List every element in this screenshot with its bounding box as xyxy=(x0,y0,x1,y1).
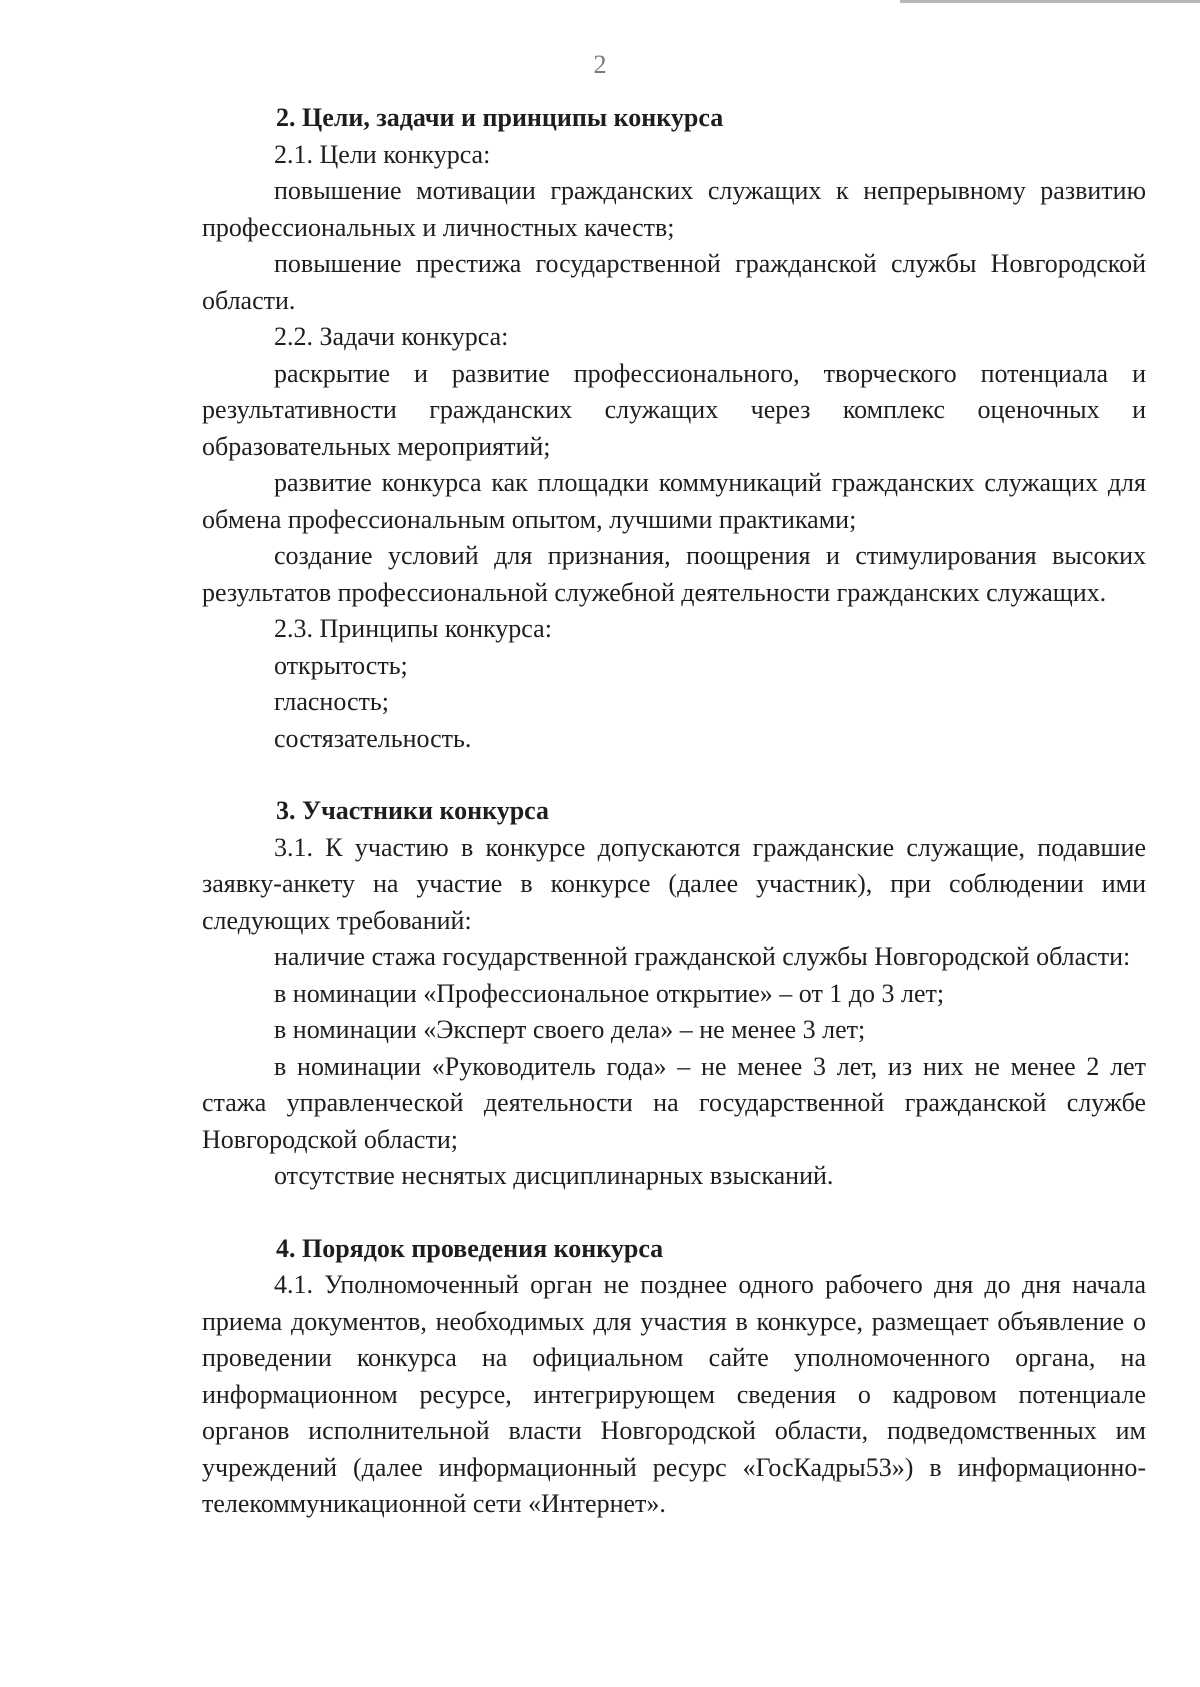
principle-item: гласность; xyxy=(274,687,389,716)
procedure-paragraph: 4.1. Уполномоченный орган не позднее одного рабочего дня до дня начала приема документов, необходимых для участия в конкурсе, размещает объявление о проведении конкурса на официальном сайте уполномоченного органа, на информационном ресурсе, интегрирующем сведения о кадровом потенциале органов исполнительной власти Новгородской области, подведомственных им учреждений (далее информационный ресурс «ГосКадры53») в информационно-телекоммуникационной сети «Интернет». xyxy=(202,1270,1146,1518)
section-gap xyxy=(202,757,1146,793)
task-item: развитие конкурса как площадки коммуникаций гражданских служащих для обмена профессиональным опытом, лучшими практиками; xyxy=(202,468,1146,534)
section-gap xyxy=(202,1195,1146,1231)
requirement-item: в номинации «Профессиональное открытие» – от 1 до 3 лет; xyxy=(274,978,945,1008)
principles-heading: 2.3. Принципы конкурса: xyxy=(274,614,552,643)
task-item: создание условий для признания, поощрения и стимулирования высоких результатов профессиональной служебной деятельности гражданских служащих. xyxy=(202,541,1146,607)
principle-item: открытость; xyxy=(274,650,408,680)
goal-item: повышение престижа государственной гражданской службы Новгородской области. xyxy=(202,249,1146,315)
section-4-title: 4. Порядок проведения конкурса xyxy=(276,1233,664,1263)
document-body xyxy=(202,100,1146,1523)
goals-heading: 2.1. Цели конкурса: xyxy=(274,139,491,169)
section-3-title: 3. Участники конкурса xyxy=(276,796,550,825)
requirement-item: отсутствие неснятых дисциплинарных взысканий. xyxy=(274,1161,834,1190)
principle-item: состязательность. xyxy=(274,723,472,753)
goal-item: повышение мотивации гражданских служащих к непрерывному развитию профессиональных и личностных качеств; xyxy=(202,176,1146,242)
top-edge-line xyxy=(900,0,1200,3)
section-2-title: 2. Цели, задачи и принципы конкурса xyxy=(276,103,724,132)
requirement-item: наличие стажа государственной гражданской службы Новгородской области: xyxy=(274,942,1131,971)
requirement-item: в номинации «Руководитель года» – не менее 3 лет, из них не менее 2 лет стажа управленческой деятельности на государственной гражданской службе Новгородской области; xyxy=(202,1051,1146,1154)
tasks-heading: 2.2. Задачи конкурса: xyxy=(274,322,509,351)
page-number: 2 xyxy=(593,50,607,79)
participants-paragraph: 3.1. К участию в конкурсе допускаются гражданские служащие, подавшие заявку-анкету на участие в конкурсе (далее участник), при соблюдении ими следующих требований: xyxy=(202,832,1146,935)
requirement-item: в номинации «Эксперт своего дела» – не менее 3 лет; xyxy=(274,1015,866,1044)
task-item: раскрытие и развитие профессионального, творческого потенциала и результативности гражданских служащих через комплекс оценочных и образовательных мероприятий; xyxy=(202,358,1146,461)
